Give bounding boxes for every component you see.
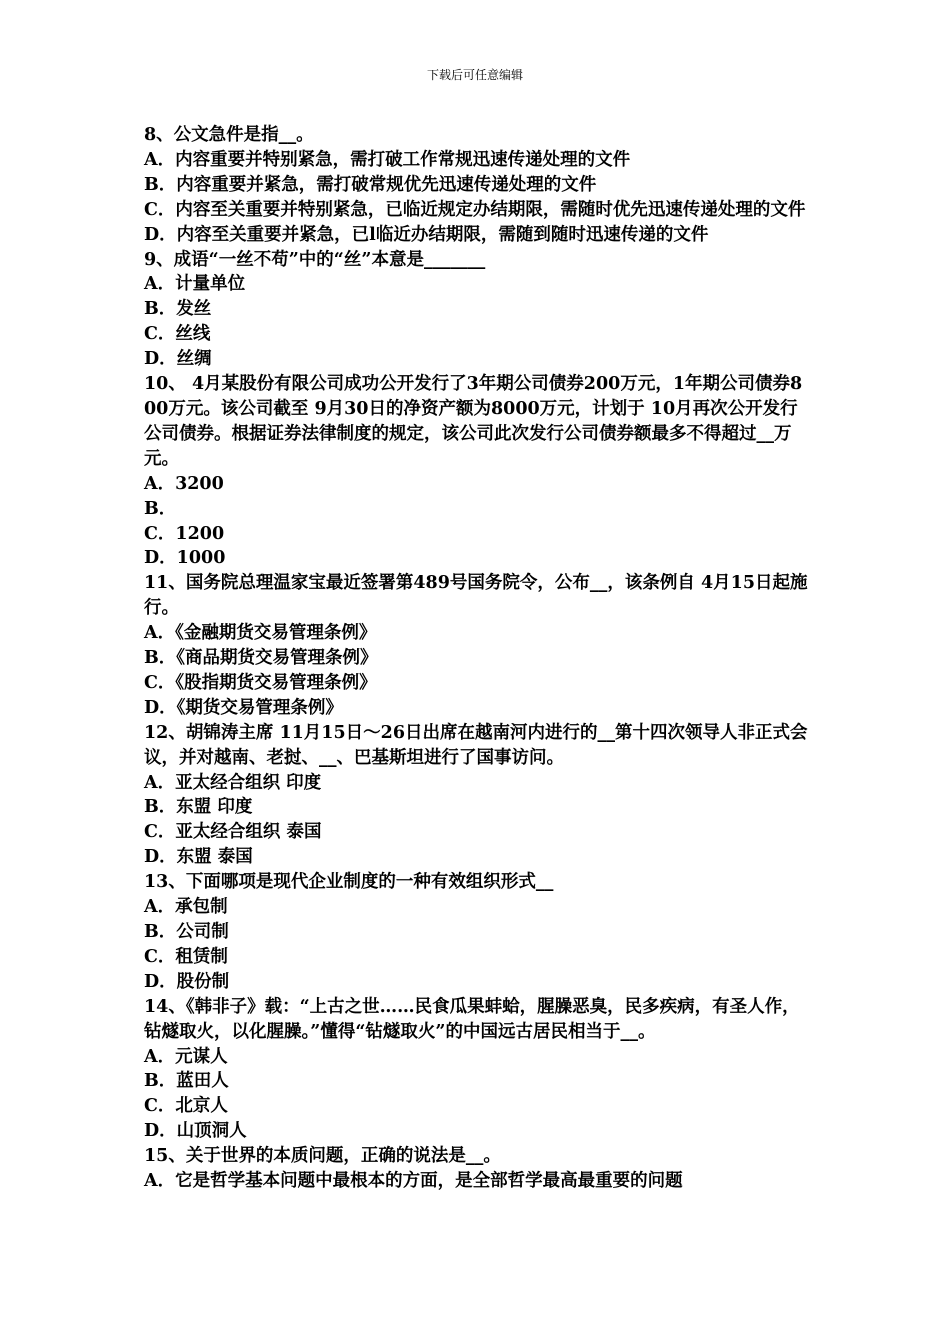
question-11-option-b: B．《商品期货交易管理条例》 xyxy=(144,648,378,669)
question-9-option-a: A．计量单位 xyxy=(144,274,246,295)
question-11-stem: 11、国务院总理温家宝最近签署第489号国务院令，公布__，该条例自 4月15日起施行。 xyxy=(144,573,808,619)
question-15-stem: 15、关于世界的本质问题，正确的说法是__。 xyxy=(144,1146,501,1167)
question-8-option-b: B．内容重要并紧急，需打破常规优先迅速传递处理的文件 xyxy=(144,174,597,195)
question-14-option-d: D．山顶洞人 xyxy=(144,1121,247,1142)
question-10-option-d: D．1000 xyxy=(144,548,226,569)
document-body xyxy=(144,123,808,1194)
question-11-option-a: A．《金融期货交易管理条例》 xyxy=(144,623,377,644)
question-9-stem: 9、成语“一丝不苟”中的“丝”本意是_______ xyxy=(144,249,486,270)
question-10-option-a: A．3200 xyxy=(144,473,224,494)
question-15-option-a: A．它是哲学基本问题中最根本的方面，是全部哲学最高最重要的问题 xyxy=(144,1171,683,1192)
question-14-option-c: C．北京人 xyxy=(144,1096,228,1117)
question-8-stem: 8、公文急件是指__。 xyxy=(144,125,314,145)
question-12-option-d: D．东盟 泰国 xyxy=(144,847,253,868)
question-13-option-c: C．租赁制 xyxy=(144,946,228,967)
question-13-stem: 13、下面哪项是现代企业制度的一种有效组织形式__ xyxy=(144,872,554,893)
question-12-stem: 12、胡锦涛主席 11月15日～26日出席在越南河内进行的__第十四次领导人非正式会议，并对越南、老挝、__、巴基斯坦进行了国事访问。 xyxy=(144,722,808,768)
question-10-stem: 10、 4月某股份有限公司成功公开发行了3年期公司债券200万元，1年期公司债券800万元。该公司截至 9月30日的净资产额为8000万元，计划于 10月再次公开发行公司债券。根据证券法律制度的规定，该公司此次发行公司债券额最多不得超过__万元。 xyxy=(144,374,803,469)
question-13-option-b: B．公司制 xyxy=(144,922,229,942)
question-9-option-d: D．丝绸 xyxy=(144,349,212,370)
question-11-option-c: C．《股指期货交易管理条例》 xyxy=(144,672,377,693)
question-12-option-b: B．东盟 印度 xyxy=(144,797,253,818)
question-12-option-c: C．亚太经合组织 泰国 xyxy=(144,822,322,843)
question-13-option-d: D．股份制 xyxy=(144,971,230,992)
question-9-option-b: B．发丝 xyxy=(144,299,212,320)
question-10-option-b: B． xyxy=(144,498,177,519)
question-12-option-a: A．亚太经合组织 印度 xyxy=(144,772,322,793)
question-13-option-a: A．承包制 xyxy=(144,897,228,918)
question-8-option-d: D．内容至关重要并紧急，已l临近办结期限，需随到随时迅速传递的文件 xyxy=(144,224,709,245)
question-10-option-c: C．1200 xyxy=(144,523,225,544)
question-14-stem: 14、《韩非子》载：“上古之世……民食瓜果蚌蛤，腥臊恶臭，民多疾病，有圣人作，钻燧取火，以化腥臊。”懂得“钻燧取火”的中国远古居民相当于__。 xyxy=(144,996,800,1042)
question-8-option-a: A．内容重要并特别紧急，需打破工作常规迅速传递处理的文件 xyxy=(144,149,631,170)
question-14-option-a: A．元谋人 xyxy=(144,1046,228,1067)
question-14-option-b: B．蓝田人 xyxy=(144,1071,229,1092)
page-header: 下载后可任意编辑 xyxy=(426,68,523,82)
question-9-option-c: C．丝线 xyxy=(144,324,211,345)
question-11-option-d: D．《期货交易管理条例》 xyxy=(144,697,343,718)
question-8-option-c: C．内容至关重要并特别紧急，已临近规定办结期限，需随时优先迅速传递处理的文件 xyxy=(144,199,806,220)
